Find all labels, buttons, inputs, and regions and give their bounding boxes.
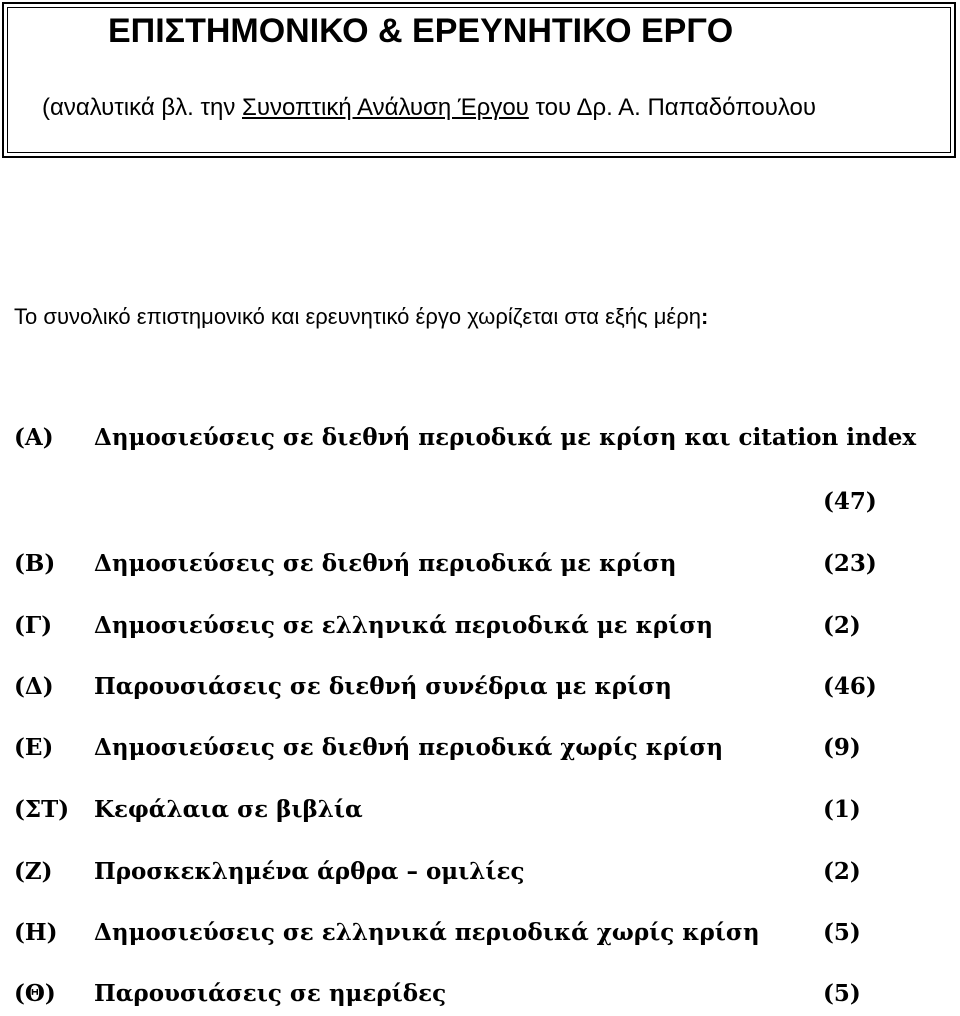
category-code: (Α) [14, 424, 54, 451]
list-item-count-line [0, 488, 960, 524]
list-item [0, 550, 960, 586]
category-count: (46) [823, 673, 877, 700]
subtitle-prefix: (αναλυτικά βλ. την [42, 94, 242, 121]
header-box [2, 2, 956, 158]
list-item [0, 424, 960, 460]
category-count: (1) [823, 796, 861, 823]
category-count: (47) [823, 488, 877, 515]
category-label: Δημοσιεύσεις σε διεθνή περιοδικά με κρίση [94, 550, 677, 577]
summary-link[interactable]: Συνοπτική Ανάλυση Έργου [242, 94, 529, 121]
category-code: (Γ) [14, 612, 53, 639]
category-label: Παρουσιάσεις σε διεθνή συνέδρια με κρίση [94, 673, 672, 700]
header-subtitle [42, 94, 816, 122]
category-code: (Δ) [14, 673, 54, 700]
category-code: (Η) [14, 919, 58, 946]
category-label: Προσκεκλημένα άρθρα – ομιλίες [94, 858, 525, 885]
category-label: Δημοσιεύσεις σε διεθνή περιοδικά χωρίς κρίση [94, 734, 724, 761]
intro-sentence: Το συνολικό επιστημονικό και ερευνητικό έργο χωρίζεται στα εξής μέρη [14, 304, 701, 329]
category-label: Δημοσιεύσεις σε ελληνικά περιοδικά με κρίση [94, 612, 713, 639]
category-label: Δημοσιεύσεις σε ελληνικά περιοδικά χωρίς κρίση [94, 919, 760, 946]
page-title: ΕΠΙΣΤΗΜΟΝΙΚΟ & ΕΡΕΥΝΗΤΙΚΟ ΕΡΓΟ [108, 12, 734, 50]
category-count: (9) [823, 734, 861, 761]
category-code: (Ε) [14, 734, 54, 761]
category-count: (2) [823, 612, 861, 639]
category-count: (5) [823, 980, 861, 1007]
category-count: (5) [823, 919, 861, 946]
list-item [0, 734, 960, 770]
intro-text [14, 304, 708, 330]
category-count: (23) [823, 550, 877, 577]
subtitle-suffix: του Δρ. Α. Παπαδόπουλου [528, 94, 816, 121]
category-code: (ΣΤ) [14, 796, 70, 823]
list-item [0, 980, 960, 1016]
category-code: (Β) [14, 550, 56, 577]
category-label: Δημοσιεύσεις σε διεθνή περιοδικά με κρίση και citation index [94, 424, 917, 451]
list-item [0, 612, 960, 648]
intro-colon: : [700, 304, 709, 329]
category-code: (Θ) [14, 980, 56, 1007]
category-code: (Ζ) [14, 858, 53, 885]
category-count: (2) [823, 858, 861, 885]
list-item [0, 796, 960, 832]
list-item [0, 919, 960, 955]
list-item [0, 858, 960, 894]
category-label: Παρουσιάσεις σε ημερίδες [94, 980, 447, 1007]
list-item [0, 673, 960, 709]
category-label: Κεφάλαια σε βιβλία [94, 796, 363, 823]
